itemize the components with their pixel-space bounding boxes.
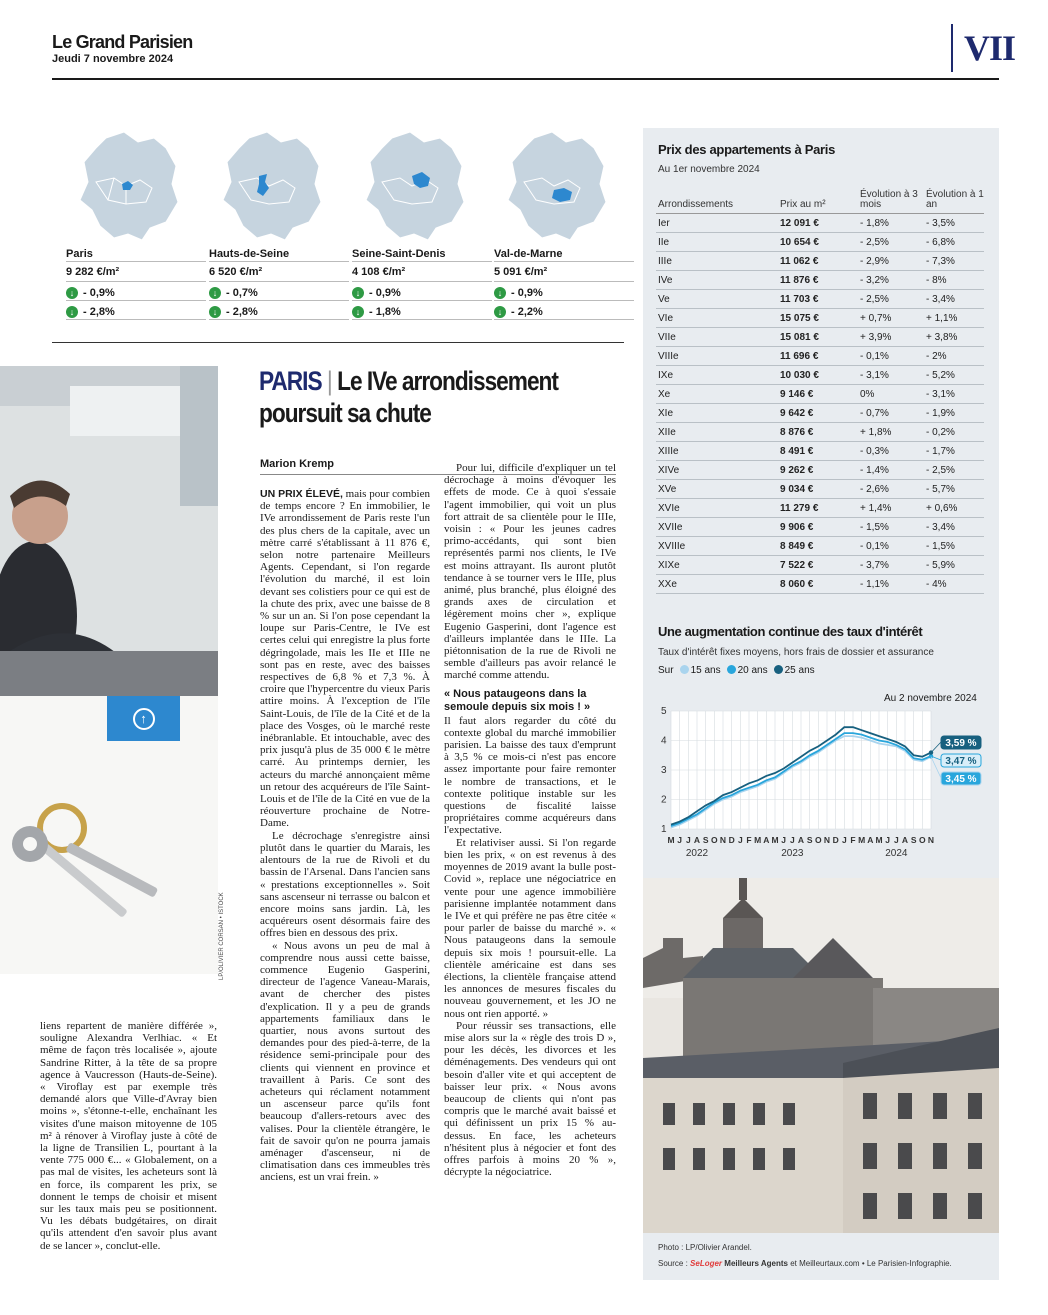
lead-in: UN PRIX ÉLEVÉ,: [260, 488, 343, 500]
table-row: [656, 347, 984, 366]
table-row: [656, 518, 984, 537]
x-tick-label: M: [667, 835, 675, 845]
price-cell: 8 876 €: [778, 423, 858, 442]
dept-price: 5 091 €/m²: [494, 262, 634, 282]
table-row: [656, 556, 984, 575]
evolution-row: [66, 301, 206, 320]
y-tick-label: 2: [661, 794, 667, 806]
paragraph: liens repartent de manière différée », souligne Alexandra Verlhiac. « Et même de façon très localisée », ajoute Sandrine Ritter, à la tête de sa propre agence à Vaucresson (Hauts-de-Seine). « Viroflay est par exemple très demandé alors que Ville-d'Avray bien moins », s'étonne-t-elle, enchaînant les visites d'une maison mitoyenne de 105 m² à rénover à Viroflay juste à côté de la ligne de Transilien L, pourtant à la vente 775 000 €... « Globalement, on a pas mal de visites, les acheteurs sont là en force, ils comparent les prix, se donnent le temps de choisir et misent sur les taux mais peu se positionnent. Vu les débats budgétaires, on dirait qu'ils attendent d'en savoir plus avant de se lancer », conclut-elle.: [40, 1020, 217, 1252]
article-column-1: [260, 488, 430, 1184]
evolution-1y-cell: - 1,9%: [924, 404, 984, 423]
x-tick-label: F: [746, 835, 752, 845]
evolution-row: [494, 282, 634, 301]
legend-prefix: Sur: [658, 665, 674, 676]
evolution-1y-cell: + 1,1%: [924, 309, 984, 328]
down-arrow-icon: ↓: [66, 287, 78, 299]
table-row: [656, 233, 984, 252]
previous-article-column: [40, 1020, 217, 1252]
evolution-3m-cell: + 3,9%: [858, 328, 924, 347]
dept-price: 9 282 €/m²: [66, 262, 206, 282]
price-cell: 10 654 €: [778, 233, 858, 252]
price-cell: 15 081 €: [778, 328, 858, 347]
evolution-value: - 1,8%: [369, 305, 401, 318]
evolution-1y-cell: - 3,4%: [924, 518, 984, 537]
dept-price: 6 520 €/m²: [209, 262, 349, 282]
table-header: Prix au m²: [778, 190, 858, 214]
x-tick-label: S: [806, 835, 813, 845]
down-arrow-icon: ↓: [209, 306, 221, 318]
x-tick-label: S: [702, 835, 709, 845]
down-arrow-icon: ↓: [352, 287, 364, 299]
evolution-1y-cell: - 2,5%: [924, 461, 984, 480]
evolution-3m-cell: + 0,7%: [858, 309, 924, 328]
year-label: 2022: [685, 848, 709, 859]
dept-val-de-marne: [494, 130, 634, 320]
evolution-3m-cell: - 0,7%: [858, 404, 924, 423]
y-tick-label: 3: [661, 765, 667, 776]
legend-dot-icon: [774, 665, 783, 674]
evolution-row: [66, 282, 206, 301]
evolution-3m-cell: 0%: [858, 385, 924, 404]
arrondissement-cell: XIXe: [656, 556, 778, 575]
x-tick-label: J: [677, 835, 683, 845]
end-label-connector: [931, 742, 941, 753]
x-tick-label: J: [893, 835, 899, 845]
evolution-1y-cell: - 0,2%: [924, 423, 984, 442]
table-header: Évolution à 1 an: [924, 190, 984, 214]
price-cell: 7 522 €: [778, 556, 858, 575]
arrondissement-cell: Xe: [656, 385, 778, 404]
evolution-3m-cell: - 3,7%: [858, 556, 924, 575]
article-subhead: « Nous pataugeons dans la semoule depuis six mois ! »: [444, 687, 591, 713]
headline-separator: |: [326, 366, 332, 396]
table-row: [656, 461, 984, 480]
section-rule: [52, 342, 624, 343]
x-tick-label: M: [754, 835, 762, 845]
end-label: 3,59 %: [945, 738, 977, 749]
table-row: [656, 328, 984, 347]
evolution-row: [209, 282, 349, 301]
x-tick-label: A: [867, 835, 874, 845]
table-row: [656, 442, 984, 461]
lead-paragraph: [260, 488, 430, 830]
dept-price: 4 108 €/m²: [352, 262, 492, 282]
end-label: 3,47 %: [945, 756, 977, 767]
evolution-1y-cell: - 1,7%: [924, 442, 984, 461]
table-body: [656, 214, 984, 594]
photo-credit: LP/OLIVIER CORSAN • ISTOCK: [219, 892, 225, 980]
evolution-value: - 0,9%: [83, 286, 115, 299]
sidebar-credits: [658, 1240, 952, 1272]
arrondissement-cell: IXe: [656, 366, 778, 385]
price-cell: 11 062 €: [778, 252, 858, 271]
evolution-3m-cell: - 2,5%: [858, 233, 924, 252]
x-tick-label: M: [875, 835, 883, 845]
evolution-3m-cell: + 1,4%: [858, 499, 924, 518]
x-tick-label: J: [781, 835, 787, 845]
arrondissement-cell: XVIIIe: [656, 537, 778, 556]
sidebar-title: Prix des appartements à Paris: [658, 142, 836, 157]
x-tick-label: J: [737, 835, 743, 845]
table-row: [656, 290, 984, 309]
arrondissement-cell: XVIIe: [656, 518, 778, 537]
down-arrow-icon: ↓: [494, 287, 506, 299]
paragraph: Pour lui, difficile d'expliquer un tel décrochage à moins d'évoquer les effets de mode. Ce à quoi s'essaie l'agent immobilier, qui voit un plus fort attrait de sa clientèle pour le IIIe, voisin : « Pour les jeunes cadres primo-accédants, qui sont bien représentés parmi nos clients, le IVe est moins attrayant. Ils auront plutôt tendance à se tourner vers le IIIe, plus animé, plus branché, plus éloigné des grands axes de circulation et légèrement moins cher », explique Eugenio Gasperini, dont l'agence est d'ailleurs implantée dans le IIIe. La piétonnisation de la rue de Rivoli ne semble d'ailleurs pas avoir relancé le marché comme attendu.: [444, 462, 616, 682]
dept-name: Seine-Saint-Denis: [352, 246, 492, 262]
table-row: [656, 271, 984, 290]
price-cell: 8 060 €: [778, 575, 858, 594]
arrondissement-cell: IIe: [656, 233, 778, 252]
y-tick-label: 5: [661, 706, 667, 717]
meilleurs-agents-logo: Meilleurs Agents: [724, 1259, 788, 1268]
price-cell: 8 849 €: [778, 537, 858, 556]
article-column-2: [444, 462, 616, 1178]
table-row: [656, 423, 984, 442]
legend-item: [774, 665, 815, 676]
price-cell: 11 696 €: [778, 347, 858, 366]
price-cell: 9 034 €: [778, 480, 858, 499]
price-cell: 8 491 €: [778, 442, 858, 461]
evolution-1y-cell: - 1,5%: [924, 537, 984, 556]
evolution-1y-cell: - 2%: [924, 347, 984, 366]
year-label: 2024: [885, 848, 908, 859]
evolution-1y-cell: + 0,6%: [924, 499, 984, 518]
paragraph: mais pour combien de temps encore ? En immobilier, le IVe arrondissement de Paris reste l'un des plus chers de la capitale, avec un mètre carré s'établissant à 11 876 €, selon notre partenaire Meilleurs Agents. Cependant, si l'on regarde l'évolution du marché, il est loin devant ses colistiers pour ce qui est de la chute des prix, avec une baisse de 8 % sur un an. Si l'on pose cependant la loupe sur Paris-Centre, le IVe est certes celui qui enregistre la plus forte dégringolade, mais les IIe et IIIe ne sont pas en reste, avec des baisses respectives de 6,8 % et 7,3 %. À croire que l'hypercentre du vieux Paris attire moins. À l'exception de l'île Saint-Louis, de l'île de la Cité et de la place des Vosges, où le marché reste inébranlable. Et intouchable, avec des prix jusqu'à plus de 35 000 € le mètre carré. Au printemps dernier, les acteurs du marché annonçaient même un retour des acquéreurs de l'île Saint-Louis et de l'île de la Cité en vue de la réouverture prochaine de Notre-Dame.: [260, 488, 430, 830]
x-tick-label: A: [763, 835, 770, 845]
chart-subtitle: Taux d'intérêt fixes moyens, hors frais de dossier et assurance: [658, 647, 934, 658]
x-tick-label: J: [789, 835, 795, 845]
evolution-3m-cell: - 1,8%: [858, 214, 924, 233]
legend-label: 20 ans: [737, 665, 768, 676]
dept-hauts-de-seine: [209, 130, 349, 320]
arrondissement-cell: IVe: [656, 271, 778, 290]
header-rule: [52, 78, 999, 80]
price-cell: 9 262 €: [778, 461, 858, 480]
x-tick-label: N: [719, 835, 727, 845]
evolution-3m-cell: - 3,1%: [858, 366, 924, 385]
table-row: [656, 309, 984, 328]
dept-name: Val-de-Marne: [494, 246, 634, 262]
year-label: 2023: [781, 848, 804, 859]
x-tick-label: O: [815, 835, 822, 845]
legend-dot-icon: [680, 665, 689, 674]
price-cell: 9 906 €: [778, 518, 858, 537]
photo-credit: Photo : LP/Olivier Arandel.: [658, 1243, 752, 1252]
evolution-1y-cell: - 4%: [924, 575, 984, 594]
dept-paris: [66, 130, 206, 320]
evolution-value: - 0,9%: [511, 286, 543, 299]
evolution-1y-cell: - 3,1%: [924, 385, 984, 404]
arrondissement-cell: Ve: [656, 290, 778, 309]
price-cell: 10 030 €: [778, 366, 858, 385]
price-cell: 15 075 €: [778, 309, 858, 328]
evolution-value: - 2,2%: [511, 305, 543, 318]
evolution-3m-cell: - 1,1%: [858, 575, 924, 594]
legend-dot-icon: [727, 665, 736, 674]
paragraph: Pour réussir ses transactions, elle mise alors sur la « règle des trois D », pour les décès, les divorces et les déménagements. Des vendeurs qui ont besoin d'aller vite et qui acceptent de baisser leur prix. « Nous avons beaucoup de clients qui n'ont pas compris que le marché avait baissé et qui définissent un prix 15 % au-dessus. En face, les acheteurs n'hésitent plus à négocier et font des offres parfois à moins 20 % », décrypte la négociatrice.: [444, 1019, 616, 1179]
legend-label: 15 ans: [690, 665, 721, 676]
arrondissement-cell: Ier: [656, 214, 778, 233]
table-header: Arrondissements: [656, 190, 778, 214]
table-row: [656, 499, 984, 518]
evolution-1y-cell: - 3,4%: [924, 290, 984, 309]
article-headline: [259, 365, 558, 429]
evolution-3m-cell: - 3,2%: [858, 271, 924, 290]
x-tick-label: A: [901, 835, 909, 845]
legend-item: [727, 665, 768, 676]
arrondissement-cell: XXe: [656, 575, 778, 594]
x-tick-label: O: [711, 835, 718, 845]
price-cell: 9 146 €: [778, 385, 858, 404]
headline-line1: Le IVe arrondissement: [337, 366, 558, 396]
chart-legend: [658, 665, 815, 676]
paragraph: Le décrochage s'enregistre ainsi plutôt dans le quartier du Marais, les alentours de la rue de Rivoli et du bassin de l'Arsenal. Dans l'ancien sans « prestations exceptionnelles ». Soit sans ascenseur ni terrasse ou balcon et encore moins sans jardin. Là, les acquéreurs osent désormais faire des offres bien en dessous des prix.: [260, 829, 430, 940]
evolution-3m-cell: - 2,5%: [858, 290, 924, 309]
x-tick-label: N: [927, 835, 935, 845]
evolution-3m-cell: - 0,3%: [858, 442, 924, 461]
price-cell: 9 642 €: [778, 404, 858, 423]
evolution-1y-cell: - 5,7%: [924, 480, 984, 499]
evolution-value: - 2,8%: [83, 305, 115, 318]
price-table: [656, 190, 984, 594]
arrondissement-cell: XIVe: [656, 461, 778, 480]
page-number: VII: [964, 28, 1016, 68]
end-label: 3,45 %: [945, 774, 977, 785]
evolution-3m-cell: - 1,5%: [858, 518, 924, 537]
office-keys-photo: [0, 366, 218, 974]
arrondissement-cell: IIIe: [656, 252, 778, 271]
evolution-1y-cell: - 6,8%: [924, 233, 984, 252]
evolution-value: - 0,7%: [226, 286, 258, 299]
source-line: [658, 1256, 952, 1272]
x-tick-label: M: [858, 835, 866, 845]
seloger-logo: SeLoger: [690, 1259, 723, 1268]
evolution-1y-cell: - 7,3%: [924, 252, 984, 271]
x-tick-label: A: [797, 835, 805, 845]
evolution-3m-cell: - 0,1%: [858, 347, 924, 366]
source-rest: et Meilleurtaux.com • Le Parisien-Infographie.: [790, 1259, 952, 1268]
y-tick-label: 4: [661, 735, 667, 747]
evolution-1y-cell: - 5,9%: [924, 556, 984, 575]
byline: Marion Kremp: [260, 458, 334, 470]
x-tick-label: J: [885, 835, 891, 845]
idf-map-val-de-marne-icon: [494, 130, 634, 242]
chart-date: Au 2 novembre 2024: [884, 693, 977, 704]
end-label-connector: [931, 757, 941, 778]
evolution-row: [494, 301, 634, 320]
legend-label: 25 ans: [784, 665, 815, 676]
evolution-1y-cell: - 8%: [924, 271, 984, 290]
evolution-1y-cell: - 5,2%: [924, 366, 984, 385]
y-tick-label: 1: [661, 824, 667, 835]
chart-title: Une augmentation continue des taux d'intérêt: [658, 624, 923, 639]
evolution-1y-cell: - 3,5%: [924, 214, 984, 233]
table-row: [656, 404, 984, 423]
price-cell: 11 876 €: [778, 271, 858, 290]
price-cell: 12 091 €: [778, 214, 858, 233]
x-tick-label: A: [693, 835, 701, 845]
legend-item: [680, 665, 721, 676]
arrondissement-cell: XIIe: [656, 423, 778, 442]
table-row: [656, 252, 984, 271]
x-tick-label: S: [910, 835, 917, 845]
issue-date: Jeudi 7 novembre 2024: [52, 53, 174, 65]
rate-chart: [655, 700, 995, 870]
masthead: [52, 32, 192, 66]
dept-name: Paris: [66, 246, 206, 262]
down-arrow-icon: ↓: [209, 287, 221, 299]
table-row: [656, 575, 984, 594]
evolution-row: [209, 301, 349, 320]
evolution-3m-cell: - 1,4%: [858, 461, 924, 480]
evolution-row: [352, 301, 492, 320]
source-prefix: Source :: [658, 1259, 688, 1268]
table-header: Évolution à 3 mois: [858, 190, 924, 214]
paragraph: Il faut alors regarder du côté du contexte global du marché immobilier parisien. La baisse des taux d'emprunt à 3,5 % ce mois-ci n'est pas encore assez importante pour faire remonter le nombre de transactions, et le contexte politique instable sur les questions de fiscalité laisse propriétaires comme acquéreurs dans l'expectative.: [444, 714, 616, 837]
dept-name: Hauts-de-Seine: [209, 246, 349, 262]
x-tick-label: D: [728, 835, 735, 845]
evolution-1y-cell: + 3,8%: [924, 328, 984, 347]
down-arrow-icon: ↓: [352, 306, 364, 318]
x-tick-label: F: [850, 835, 856, 845]
x-tick-label: O: [919, 835, 926, 845]
arrondissement-cell: VIIIe: [656, 347, 778, 366]
arrondissement-cell: XVe: [656, 480, 778, 499]
evolution-3m-cell: - 2,9%: [858, 252, 924, 271]
price-cell: 11 703 €: [778, 290, 858, 309]
arrondissement-cell: XIIIe: [656, 442, 778, 461]
table-header-row: [656, 190, 984, 214]
evolution-value: - 0,9%: [369, 286, 401, 299]
table-row: [656, 537, 984, 556]
dept-seine-saint-denis: [352, 130, 492, 320]
evolution-3m-cell: + 1,8%: [858, 423, 924, 442]
arrondissement-cell: VIIe: [656, 328, 778, 347]
sidebar-subtitle: Au 1er novembre 2024: [658, 164, 760, 175]
headline-kicker: PARIS: [259, 366, 322, 396]
evolution-value: - 2,8%: [226, 305, 258, 318]
page-number-bar: [951, 24, 953, 72]
evolution-3m-cell: - 2,6%: [858, 480, 924, 499]
table-row: [656, 385, 984, 404]
paragraph: Et relativiser aussi. Si l'on regarde bien les prix, « on est revenus à des moyennes de 2019 avant la bulle post-Covid », replace une négociatrice en vente pour une agence immobilière parisienne implantée notamment dans le IVe et qui préfère ne pas être citée « pour parler de baisse du marché ». « Nous pataugeons dans la semoule depuis six mois ! poursuit-elle. La clientèle américaine est dans ses élections, la clientèle française attend les annonces de mesures fiscales du nouveau gouvernement, et les JO ne nous ont rien apporté. »: [444, 836, 616, 1020]
x-tick-label: J: [841, 835, 847, 845]
arrondissement-cell: VIe: [656, 309, 778, 328]
down-arrow-icon: ↓: [494, 306, 506, 318]
down-arrow-icon: ↓: [66, 306, 78, 318]
evolution-3m-cell: - 0,1%: [858, 537, 924, 556]
idf-map-paris-icon: [66, 130, 206, 242]
evolution-row: [352, 282, 492, 301]
arrow-up-icon: ↑: [133, 708, 155, 730]
idf-map-seine-saint-denis-icon: [352, 130, 492, 242]
newspaper-logo: Le Grand Parisien: [52, 32, 193, 52]
table-row: [656, 214, 984, 233]
x-tick-label: N: [823, 835, 831, 845]
arrondissement-cell: XVIe: [656, 499, 778, 518]
scroll-up-button[interactable]: [107, 696, 180, 741]
idf-map-hauts-de-seine-icon: [209, 130, 349, 242]
paragraph: « Nous avons un peu de mal à comprendre nous aussi cette baisse, commence Eugenio Gasperini, directeur de l'agence Vaneau-Marais, avant de chercher des pistes d'explication. Il y a peu de grands appartements familiaux dans le quartier, nous avons surtout des demandes pour des pied-à-terre, de la résidence semi-principale pour des clients qui viennent en province et travaillent à Paris. Ce sont des acheteurs qui réclament notamment un ascenseur parce qu'ils font beaucoup d'allers-retours avec des valises. Pour la clientèle étrangère, le fait de savoir qu'on ne pourra jamais aménager d'ascenseur, ni de climatisation dans ces immeubles très anciens, est un vrai frein. »: [260, 939, 430, 1184]
x-tick-label: M: [771, 835, 779, 845]
x-tick-label: D: [832, 835, 839, 845]
arrondissement-cell: XIe: [656, 404, 778, 423]
price-cell: 11 279 €: [778, 499, 858, 518]
headline-line2: poursuit sa chute: [259, 398, 431, 428]
paris-rooftops-photo: [643, 878, 999, 1233]
table-row: [656, 480, 984, 499]
x-tick-label: J: [685, 835, 691, 845]
table-row: [656, 366, 984, 385]
